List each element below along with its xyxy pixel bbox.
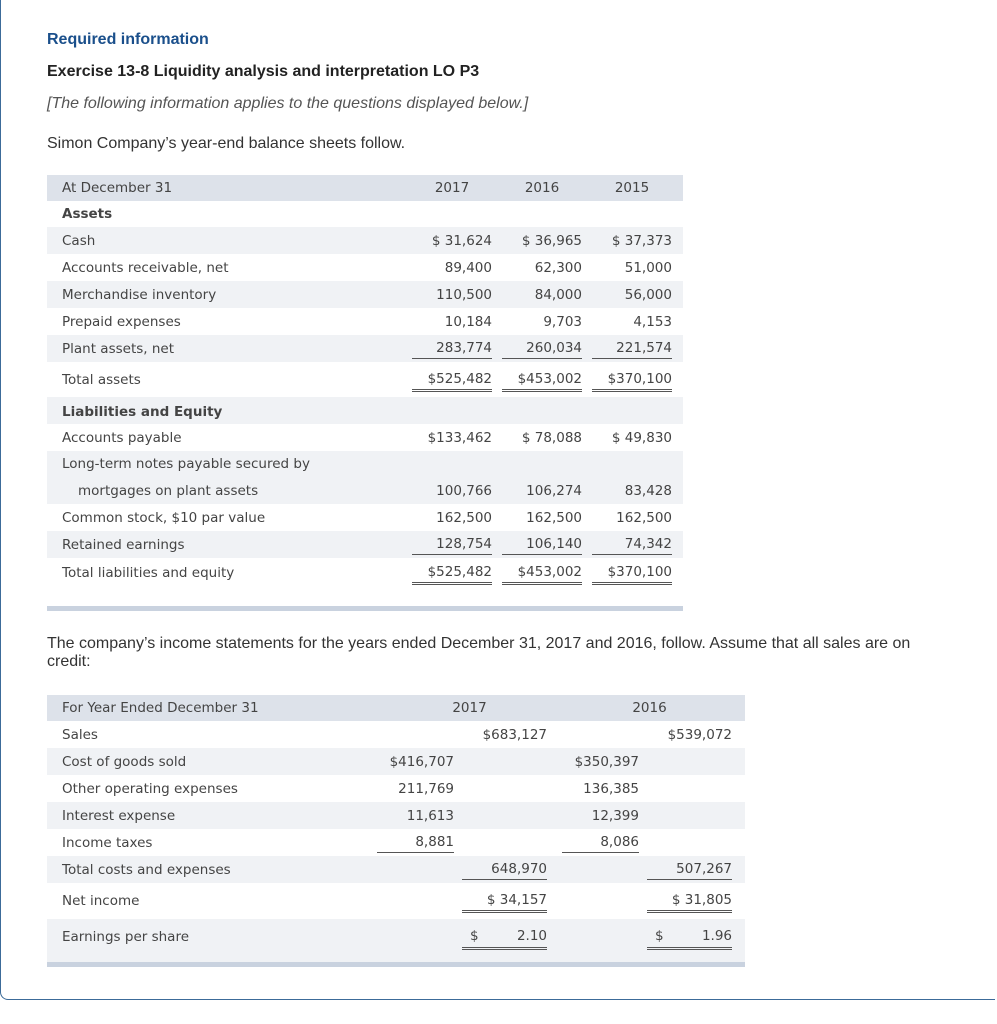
row-label: Accounts payable: [62, 430, 182, 446]
table-row: [47, 775, 745, 802]
income-statement-table: [47, 695, 745, 967]
ar-2016: 62,300: [534, 260, 582, 276]
instruction-note: [The following information applies to the questions displayed below.]: [47, 95, 529, 112]
row-label: Earnings per share: [62, 929, 190, 945]
table-row: [47, 531, 683, 558]
header-label: At December 31: [62, 180, 173, 196]
ltn-2017: 100,766: [436, 483, 492, 499]
prepaid-2017: 10,184: [444, 314, 492, 330]
liabilities-heading-row: [47, 397, 683, 424]
common-2015: 162,500: [616, 510, 672, 526]
row-label: Sales: [62, 727, 98, 743]
net-income-2017: $ 34,157: [462, 892, 547, 913]
table-row: [47, 919, 745, 962]
header-2016: 2016: [632, 700, 667, 716]
table-row: [47, 856, 745, 883]
assets-heading: Assets: [62, 206, 113, 222]
row-label: Retained earnings: [62, 537, 185, 553]
table-row: [47, 451, 683, 504]
row-label: Plant assets, net: [62, 341, 175, 357]
opex-2017: 211,769: [398, 781, 454, 797]
total-assets-2016: $453,002: [502, 371, 582, 392]
table-row: [47, 308, 683, 335]
row-label: Interest expense: [62, 808, 176, 824]
prepaid-2016: 9,703: [543, 314, 582, 330]
sales-2016: $539,072: [667, 727, 732, 743]
common-2016: 162,500: [526, 510, 582, 526]
row-label: Other operating expenses: [62, 781, 238, 797]
retained-2017: 128,754: [412, 536, 492, 555]
table-header-row: [47, 695, 745, 721]
ltn-2015: 83,428: [624, 483, 672, 499]
total-le-2017: $525,482: [412, 564, 492, 585]
table-row: [47, 335, 683, 362]
required-information-heading: Required information: [47, 31, 209, 48]
row-label: Total assets: [62, 372, 141, 388]
table-row: [47, 883, 745, 919]
eps-2017-dollar: $: [470, 928, 479, 944]
table-row: [47, 721, 745, 748]
table-header-row: [47, 175, 683, 201]
plant-2016: 260,034: [502, 340, 582, 359]
ap-2016: $ 78,088: [521, 430, 582, 446]
table-row: [47, 504, 683, 531]
table-row: [47, 281, 683, 308]
total-costs-2016: 507,267: [647, 861, 732, 880]
table-row: [47, 558, 683, 606]
cash-2015: $ 37,373: [611, 233, 672, 249]
table-row: [47, 362, 683, 397]
sales-2017: $683,127: [482, 727, 547, 743]
row-label: Merchandise inventory: [62, 287, 217, 303]
ap-2015: $ 49,830: [611, 430, 672, 446]
cash-2017: $ 31,624: [431, 233, 492, 249]
table-row: [47, 748, 745, 775]
interest-2016: 12,399: [591, 808, 639, 824]
row-label: Total costs and expenses: [62, 862, 231, 878]
common-2017: 162,500: [436, 510, 492, 526]
eps-2016: 1.96: [701, 928, 732, 944]
row-label: Cash: [62, 233, 96, 249]
cogs-2016: $350,397: [574, 754, 639, 770]
opex-2016: 136,385: [583, 781, 639, 797]
header-2017: 2017: [434, 180, 470, 196]
total-assets-2017: $525,482: [412, 371, 492, 392]
assets-heading-row: [47, 201, 683, 227]
eps-2016-cell: [647, 928, 732, 950]
prepaid-2015: 4,153: [633, 314, 672, 330]
taxes-2016: 8,086: [562, 834, 639, 853]
ap-2017: $133,462: [427, 430, 492, 446]
row-label: Common stock, $10 par value: [62, 510, 266, 526]
row-label-line1: Long-term notes payable secured by: [62, 456, 310, 472]
income-statement-intro: The company’s income statements for the years ended December 31, 2017 and 2016, follow. Assume that all sales are on credit:: [47, 635, 911, 670]
row-label: Total liabilities and equity: [62, 565, 235, 581]
plant-2015: 221,574: [592, 340, 672, 359]
header-label: For Year Ended December 31: [62, 700, 259, 716]
row-label: mortgages on plant assets: [78, 483, 259, 499]
cogs-2017: $416,707: [389, 754, 454, 770]
table-row: [47, 424, 683, 451]
table-row: [47, 802, 745, 829]
header-2017: 2017: [452, 700, 487, 716]
header-2016: 2016: [524, 180, 560, 196]
row-label: Accounts receivable, net: [62, 260, 229, 276]
total-le-2016: $453,002: [502, 564, 582, 585]
retained-2016: 106,140: [502, 536, 582, 555]
net-income-2016: $ 31,805: [647, 892, 732, 913]
table-row: [47, 829, 745, 856]
table-row: [47, 227, 683, 254]
total-le-2015: $370,100: [592, 564, 672, 585]
row-label: Prepaid expenses: [62, 314, 181, 330]
cash-2016: $ 36,965: [521, 233, 582, 249]
table-row: [47, 254, 683, 281]
eps-2016-dollar: $: [655, 928, 664, 944]
exercise-title: Exercise 13-8 Liquidity analysis and interpretation LO P3: [47, 63, 480, 80]
inventory-2015: 56,000: [624, 287, 672, 303]
taxes-2017: 8,881: [377, 834, 454, 853]
row-label: Cost of goods sold: [62, 754, 187, 770]
plant-2017: 283,774: [412, 340, 492, 359]
inventory-2016: 84,000: [534, 287, 582, 303]
row-label: Income taxes: [62, 835, 153, 851]
balance-sheet-table: [47, 175, 683, 611]
row-label: Net income: [62, 893, 140, 909]
interest-2017: 11,613: [406, 808, 454, 824]
ltn-2016: 106,274: [526, 483, 582, 499]
total-assets-2015: $370,100: [592, 371, 672, 392]
eps-2017: 2.10: [516, 928, 547, 944]
ar-2015: 51,000: [624, 260, 672, 276]
header-2015: 2015: [614, 180, 650, 196]
eps-2017-cell: [462, 928, 547, 950]
ar-2017: 89,400: [444, 260, 492, 276]
inventory-2017: 110,500: [436, 287, 492, 303]
retained-2015: 74,342: [592, 536, 672, 555]
balance-sheet-intro: Simon Company’s year-end balance sheets follow.: [47, 135, 406, 152]
total-costs-2017: 648,970: [462, 861, 547, 880]
liabilities-heading: Liabilities and Equity: [62, 404, 223, 420]
